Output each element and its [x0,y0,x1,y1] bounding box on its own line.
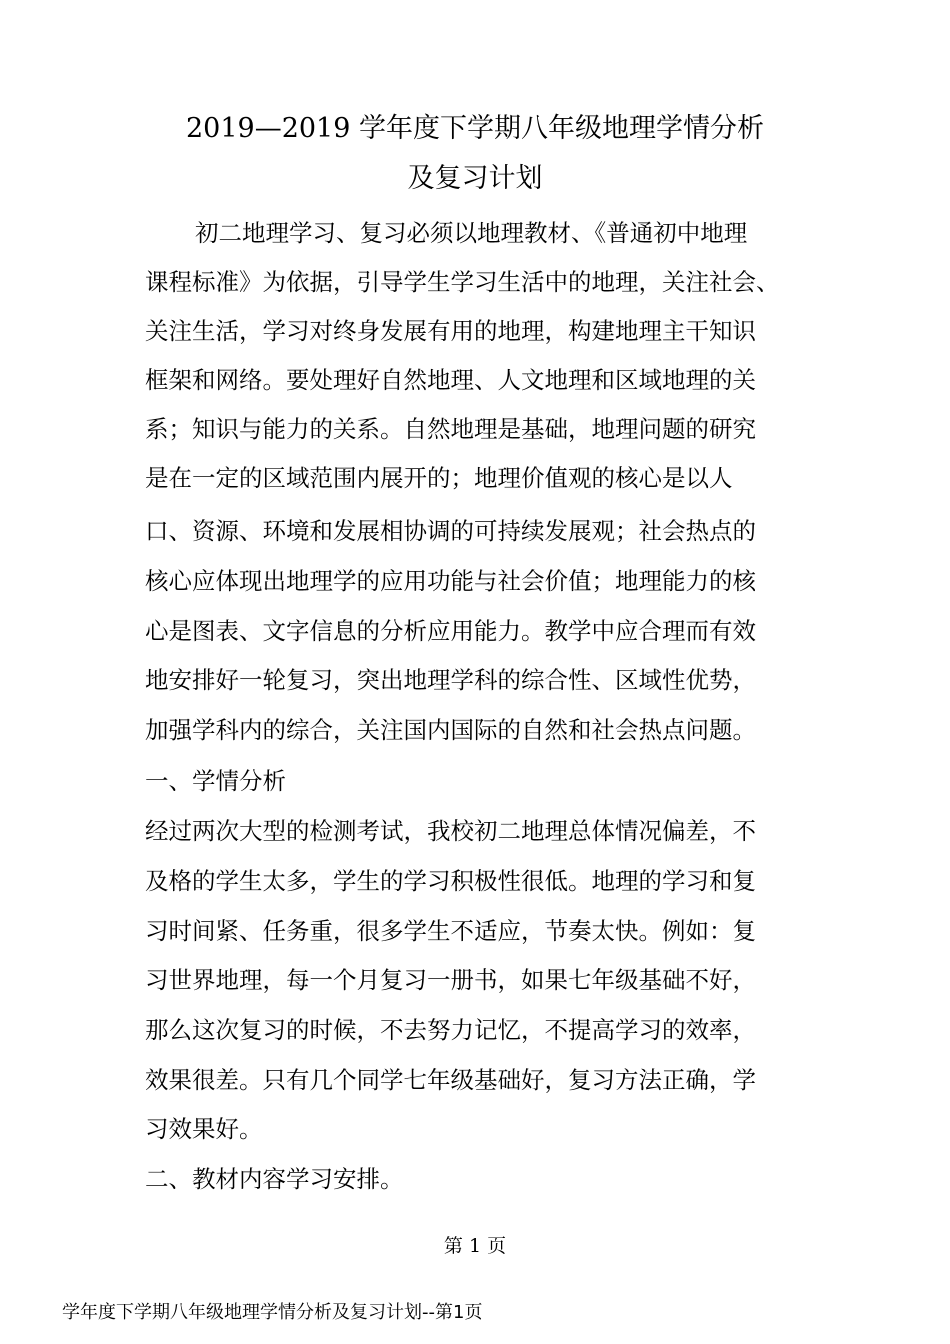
footer-caption: 学年度下学期八年级地理学情分析及复习计划--第1页 [62,1302,483,1323]
analysis-line: 习效果好。 [145,1115,263,1143]
analysis-line: 那么这次复习的时候，不去努力记忆，不提高学习的效率， [145,1016,756,1044]
intro-line: 口、资源、环境和发展相协调的可持续发展观；社会热点的 [145,517,756,545]
intro-line: 课程标准》为依据，引导学生学习生活中的地理，关注社会、 [145,268,780,296]
section-heading-textbook-schedule: 二、教材内容学习安排。 [145,1165,404,1193]
analysis-line: 经过两次大型的检测考试，我校初二地理总体情况偏差，不 [145,817,756,845]
analysis-line: 效果很差。只有几个同学七年级基础好，复习方法正确，学 [145,1066,756,1094]
intro-line: 初二地理学习、复习必须以地理教材、《普通初中地理 [195,219,748,247]
intro-line: 核心应体现出地理学的应用功能与社会价值；地理能力的核 [145,567,756,595]
document-title-line-2: 及复习计划 [407,163,543,194]
page-number: 第 1 页 [443,1235,507,1257]
intro-line: 心是图表、文字信息的分析应用能力。教学中应合理而有效 [145,617,756,645]
intro-line: 关注生活，学习对终身发展有用的地理，构建地理主干知识 [145,317,756,345]
analysis-line: 及格的学生太多，学生的学习积极性很低。地理的学习和复 [145,867,756,895]
intro-line: 系；知识与能力的关系。自然地理是基础，地理问题的研究 [145,415,756,443]
analysis-line: 习时间紧、任务重，很多学生不适应，节奏太快。例如：复 [145,917,756,945]
document-title-line-1: 2019—2019 学年度下学期八年级地理学情分析 [185,113,764,144]
intro-line: 加强学科内的综合，关注国内国际的自然和社会热点问题。 [145,716,756,744]
intro-line: 框架和网络。要处理好自然地理、人文地理和区域地理的关 [145,366,756,394]
analysis-line: 习世界地理，每一个月复习一册书，如果七年级基础不好， [145,966,756,994]
intro-line: 地安排好一轮复习，突出地理学科的综合性、区域性优势， [145,666,756,694]
intro-line: 是在一定的区域范围内展开的；地理价值观的核心是以人 [145,464,733,492]
section-heading-learning-analysis: 一、学情分析 [145,767,286,795]
